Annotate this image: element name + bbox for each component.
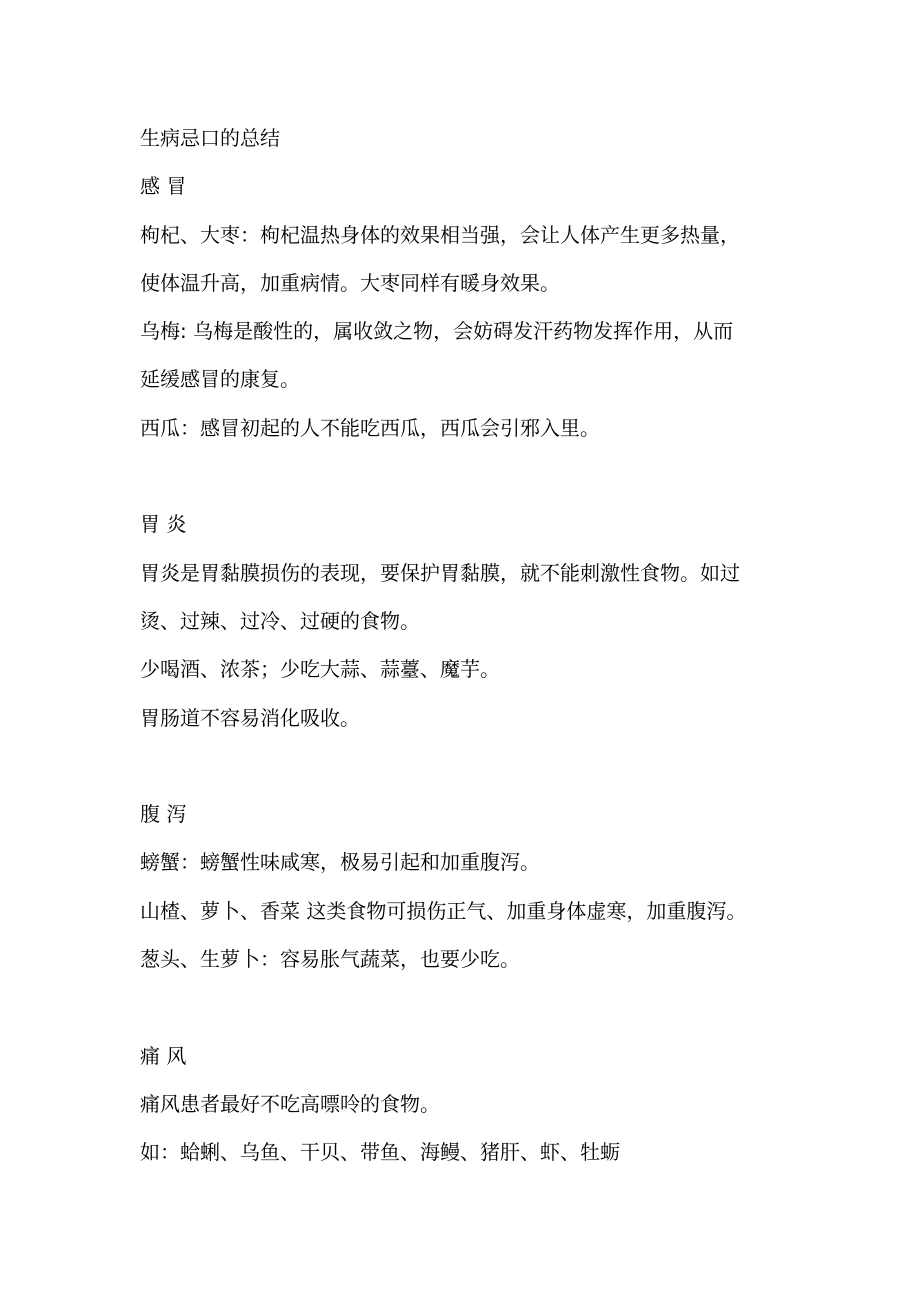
paragraph-line: 葱头、生萝卜：容易胀气蔬菜，也要少吃。	[140, 947, 520, 972]
paragraph-line: 枸杞、大枣：枸杞温热身体的效果相当强，会让人体产生更多热量，	[140, 222, 740, 247]
paragraph-line: 胃炎是胃黏膜损伤的表现，要保护胃黏膜，就不能刺激性食物。如过	[140, 560, 740, 585]
paragraph-line: 烫、过辣、过冷、过硬的食物。	[140, 608, 420, 633]
paragraph-line: 乌梅: 乌梅是酸性的，属收敛之物，会妨碍发汗药物发挥作用，从而	[140, 319, 734, 344]
paragraph-line: 少喝酒、浓茶；少吃大蒜、蒜薹、魔芋。	[140, 657, 500, 682]
document-body	[140, 114, 820, 1177]
paragraph-line: 西瓜：感冒初起的人不能吃西瓜，西瓜会引邪入里。	[140, 415, 600, 440]
paragraph-line: 延缓感冒的康复。	[140, 367, 300, 392]
paragraph-line: 螃蟹：螃蟹性味咸寒，极易引起和加重腹泻。	[140, 850, 540, 875]
section-spacer	[140, 742, 820, 790]
section-spacer	[140, 452, 820, 500]
section-heading-gout: 痛 风	[140, 1043, 187, 1068]
paragraph-line: 如：蛤蜊、乌鱼、干贝、带鱼、海鳗、猪肝、虾、牡蛎	[140, 1140, 620, 1165]
section-heading-gastritis: 胃 炎	[140, 512, 187, 537]
document-title: 生病忌口的总结	[140, 126, 280, 150]
paragraph-line: 使体温升高，加重病情。大枣同样有暖身效果。	[140, 270, 560, 295]
paragraph-line: 痛风患者最好不吃高嘌呤的食物。	[140, 1091, 440, 1116]
section-spacer	[140, 983, 820, 1031]
section-heading-diarrhea: 腹 泻	[140, 802, 187, 827]
paragraph-line: 山楂、萝卜、香菜 这类食物可损伤正气、加重身体虚寒，加重腹泻。	[140, 898, 747, 923]
paragraph-line: 胃肠道不容易消化吸收。	[140, 705, 360, 730]
section-heading-cold: 感 冒	[140, 174, 187, 199]
